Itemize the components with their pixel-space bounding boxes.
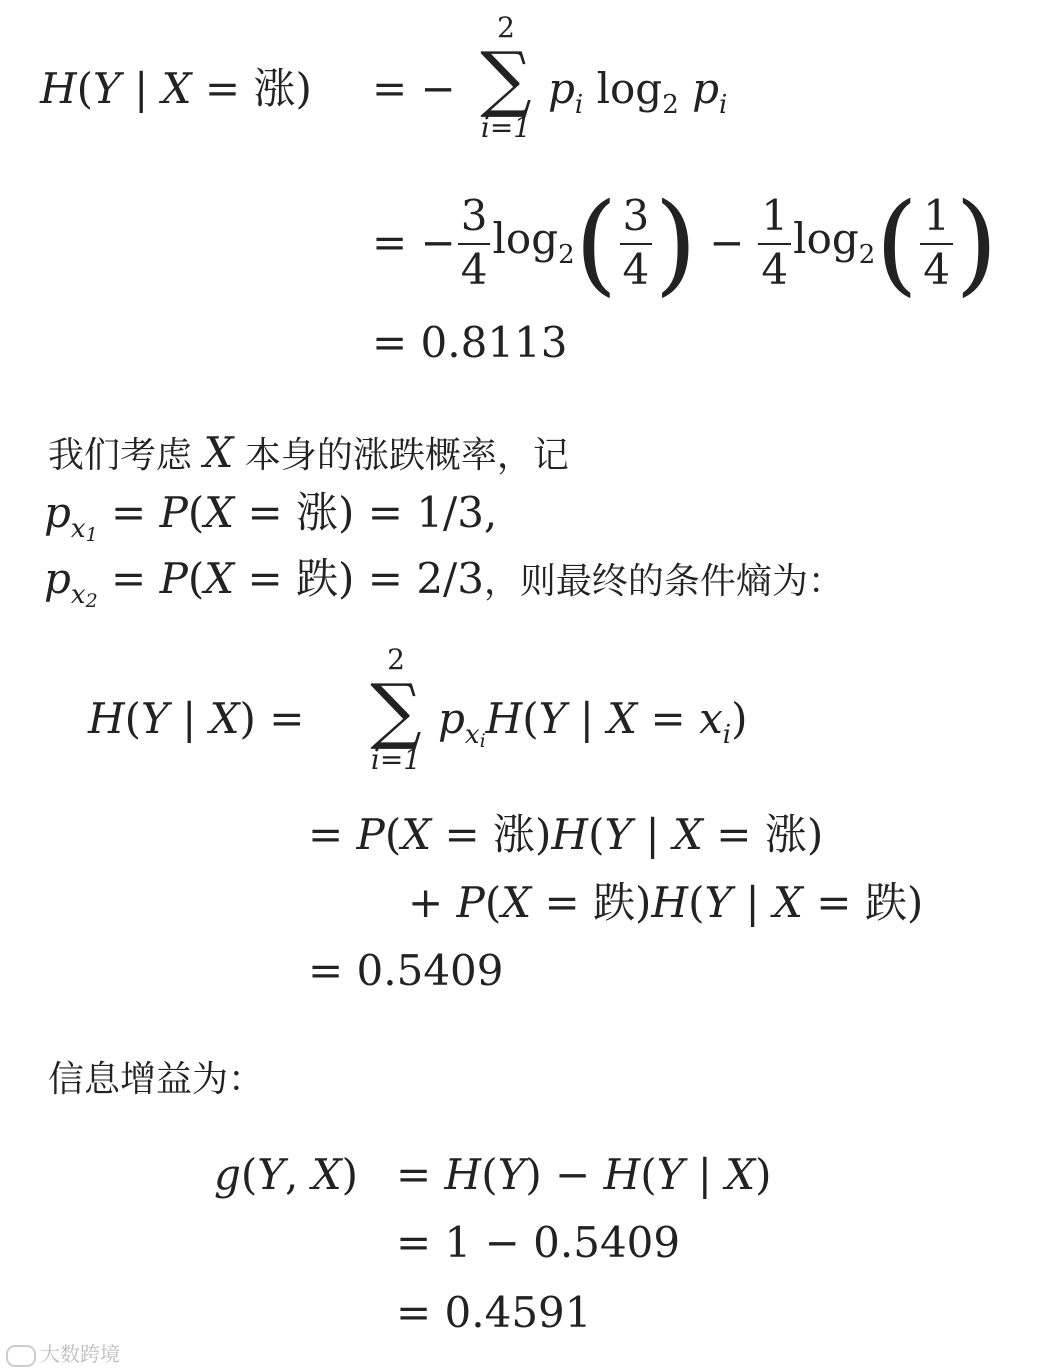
eq2-line3: + P(X = 跌)H(Y | X = 跌): [408, 878, 924, 927]
sum-lower-limit: i=1: [370, 743, 422, 776]
watermark-logo-icon: [6, 1345, 36, 1367]
eq3-lhs: g(Y, X): [214, 1150, 359, 1199]
sigma-symbol: ∑: [480, 36, 532, 120]
fraction: $\frac{1}{4}$: [758, 195, 791, 291]
para2-text: 信息增益为：: [48, 1059, 265, 1100]
eq2-result: = 0.5409: [308, 946, 504, 995]
eq1-result: = 0.8113: [372, 318, 568, 367]
eq1-sum: [466, 11, 546, 144]
watermark: 大数跨境: [6, 1338, 120, 1367]
sigma-symbol: ∑: [370, 668, 422, 752]
eq2-line2: = P(X = 涨)H(Y | X = 涨): [308, 810, 824, 859]
para1-line1: 我们考虑 X 本身的涨跌概率，记: [48, 428, 569, 477]
eq3-line2: = 1 − 0.5409: [396, 1218, 681, 1267]
fraction: $\frac{1}{4}$: [920, 195, 953, 291]
eq1-sum-body: $p_i$ $\log_2 p_i$: [548, 64, 728, 120]
eq1-lhs: H(Y | X = 涨): [40, 64, 312, 113]
eq3-line1: = H(Y) − H(Y | X): [396, 1150, 772, 1199]
sum-upper-limit: 2: [497, 11, 515, 44]
para1-line3: $p_{x2} = P(X$ = 跌) = 2/3，则最终的条件熵为：: [44, 554, 844, 612]
eq2-lhs: H(Y | X) =: [88, 694, 305, 743]
para1-line2: $p_{x1} = P(X$ = 涨) = 1/3,: [44, 488, 498, 546]
eq3-result: = 0.4591: [396, 1288, 592, 1337]
fraction: $\frac{3}{4}$: [620, 195, 653, 291]
eq1-line2: = − $\frac{3}{4}$ $\log_2$ ( $\frac{3}{4}$ ) − $\frac{1}{4}$ $\log_2$ ( $\frac{1}{4}$ ): [372, 179, 998, 307]
sum-upper-limit: 2: [387, 643, 405, 676]
fraction: $\frac{3}{4}$: [458, 195, 491, 291]
eq2-sum-body: $p_{xi}H(Y$ | $X = x_i$): [438, 694, 748, 752]
eq1-equals: = −: [372, 64, 456, 113]
sum-lower-limit: i=1: [480, 111, 532, 144]
eq2-sum: [356, 643, 436, 776]
